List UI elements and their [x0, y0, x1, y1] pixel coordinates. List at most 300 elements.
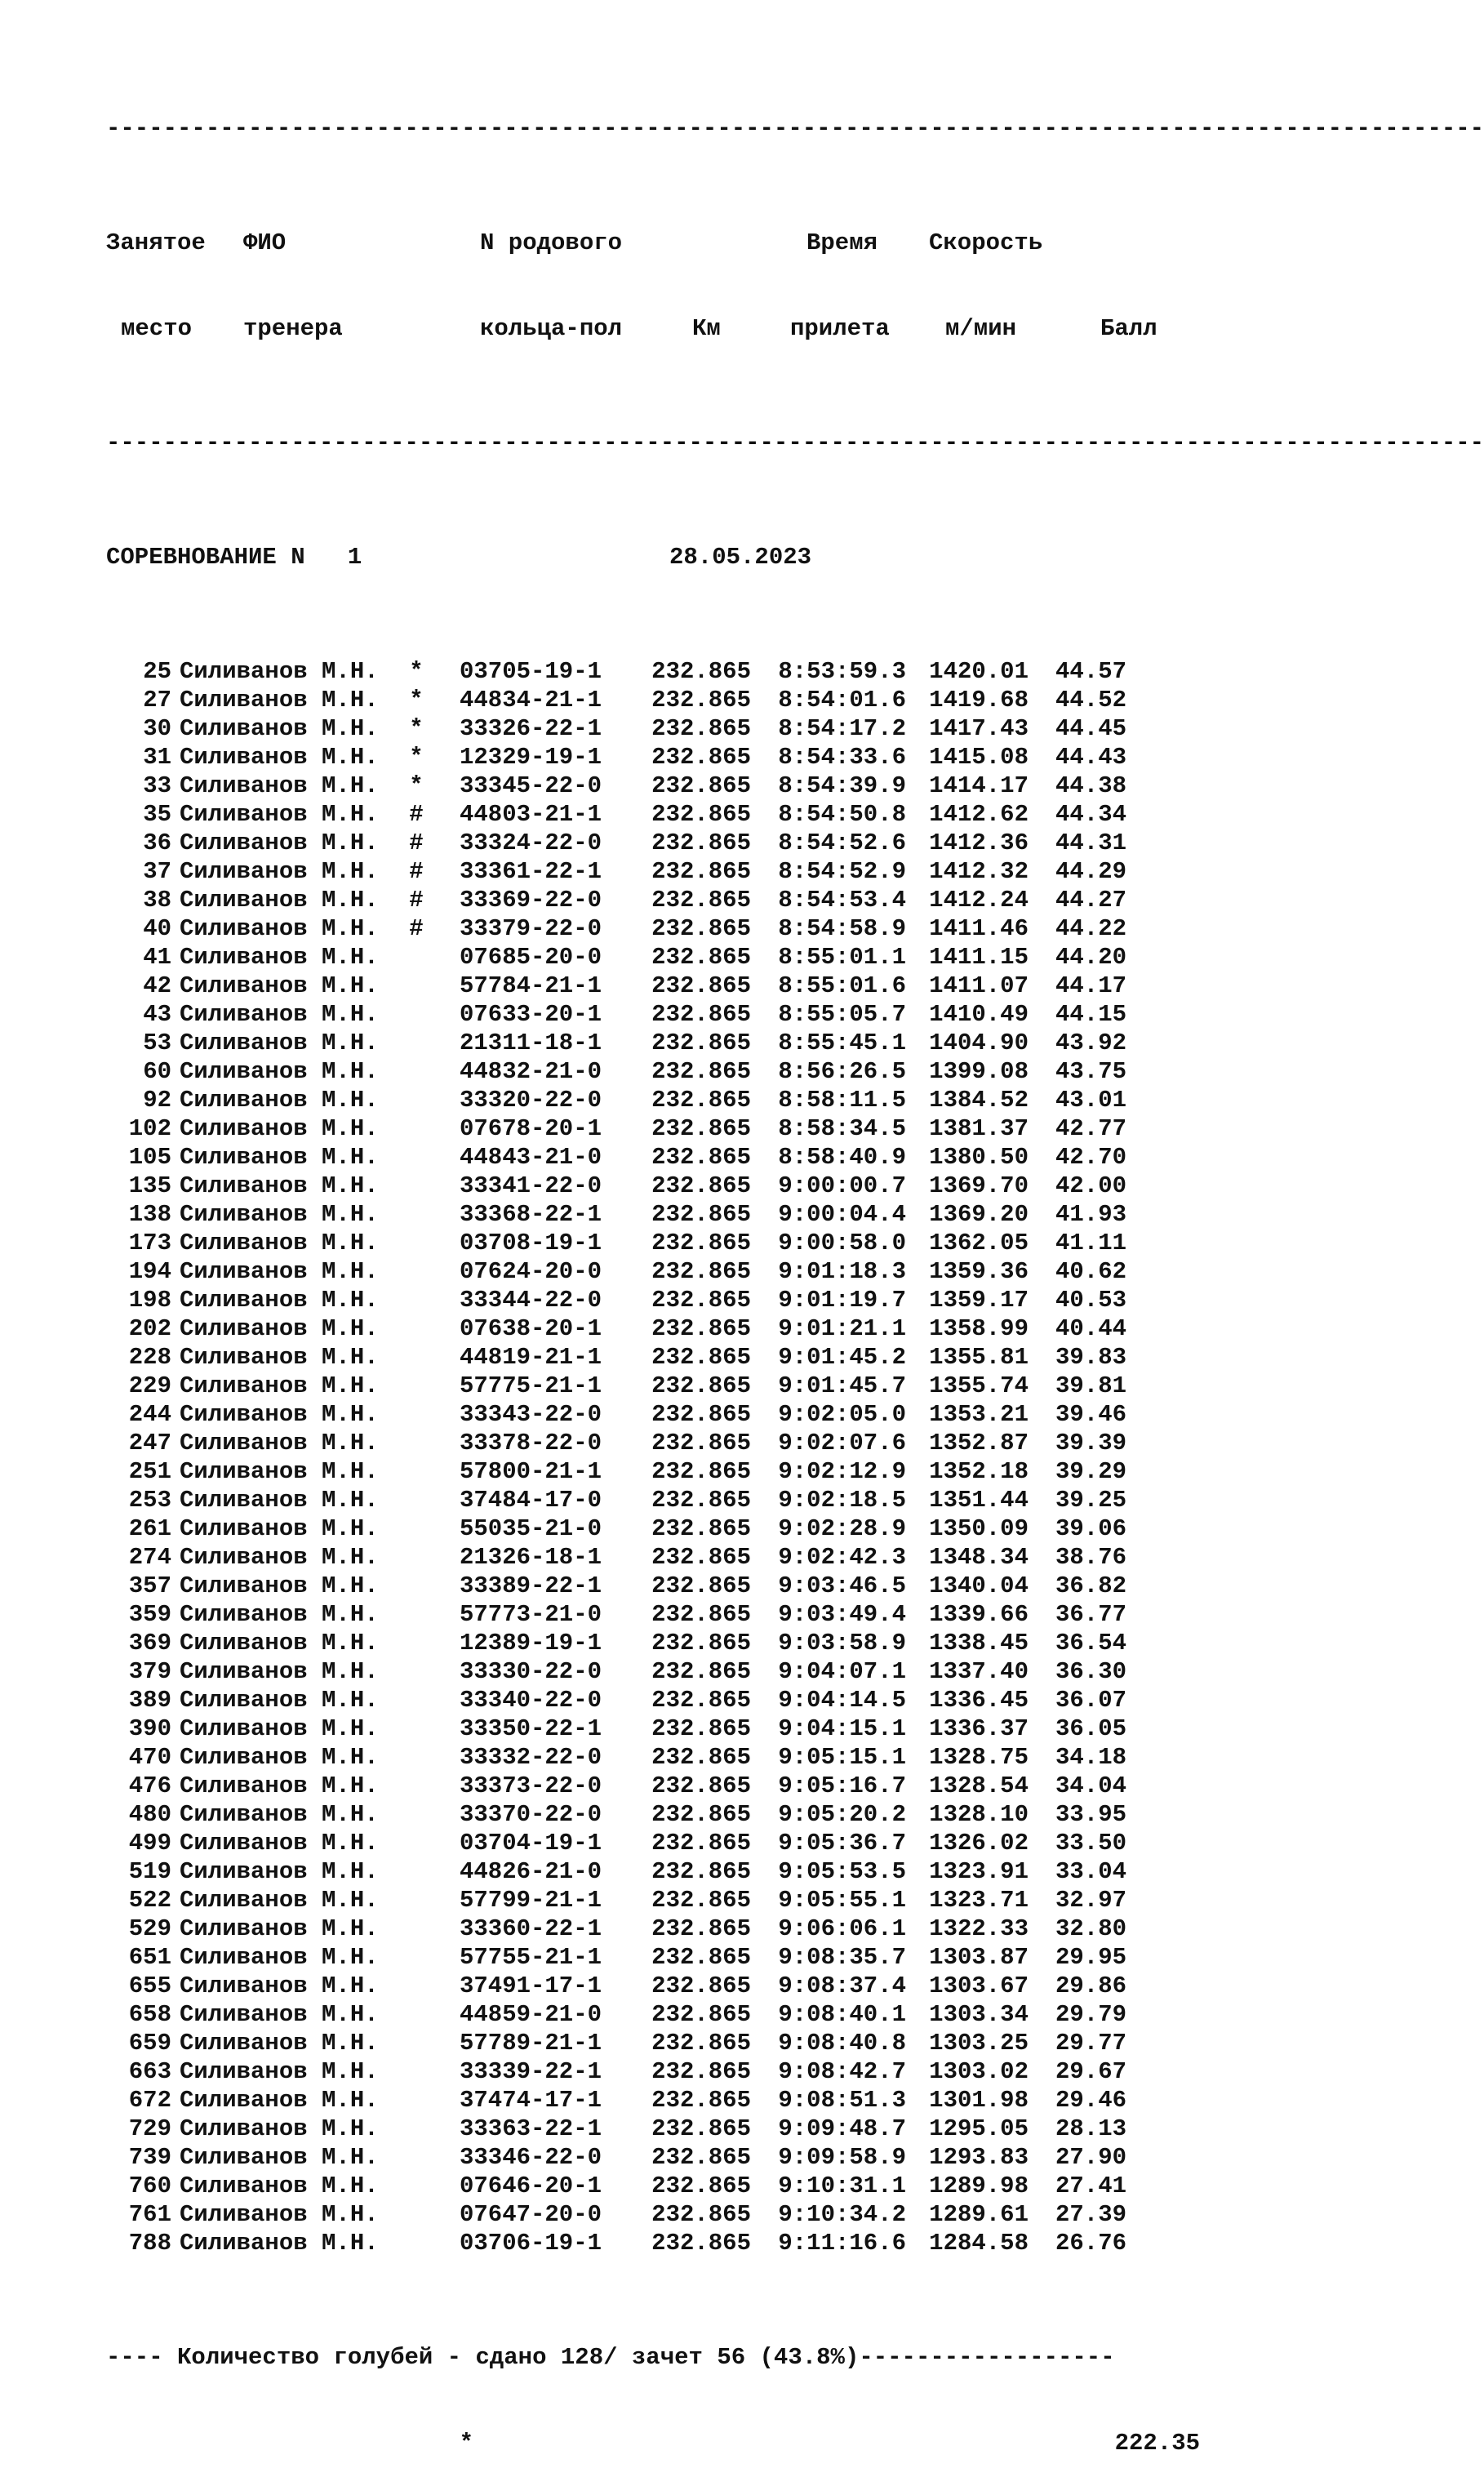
trainer-cell: Силиванов М.Н. [180, 658, 379, 685]
arrival-time-cell: 9:01:45.7 [778, 1372, 906, 1399]
speed-cell: 1411.07 [929, 972, 1029, 999]
distance-cell: 232.865 [651, 1601, 751, 1628]
header-row-2 [106, 314, 1200, 343]
speed-cell: 1355.81 [929, 1344, 1029, 1371]
mark-cell [392, 1857, 441, 1886]
speed-cell: 1303.25 [929, 2030, 1029, 2057]
mark-cell [392, 1200, 441, 1229]
trainer-cell: Силиванов М.Н. [180, 1401, 379, 1428]
trainer-cell: Силиванов М.Н. [180, 1458, 379, 1485]
ring-cell: 37484-17-0 [459, 1487, 602, 1514]
speed-cell: 1352.18 [929, 1458, 1029, 1485]
mark-cell [392, 2200, 441, 2229]
trainer-cell: Силиванов М.Н. [180, 858, 379, 885]
distance-cell: 232.865 [651, 1572, 751, 1599]
arrival-time-cell: 9:09:48.7 [778, 2115, 906, 2142]
speed-cell: 1412.62 [929, 801, 1029, 828]
header-fio: ФИО [243, 229, 287, 256]
ring-cell: 37474-17-1 [459, 2087, 602, 2114]
trainer-cell: Силиванов М.Н. [180, 1972, 379, 1999]
mark-cell [392, 1114, 441, 1143]
trainer-cell: Силиванов М.Н. [180, 1230, 379, 1256]
mark-cell: * [409, 658, 424, 685]
trainer-cell: Силиванов М.Н. [180, 1772, 379, 1799]
header-time: Время [806, 229, 878, 256]
score-cell: 42.70 [1055, 1144, 1126, 1171]
arrival-time-cell: 9:01:21.1 [778, 1315, 906, 1342]
mark-cell [392, 1886, 441, 1915]
place-cell: 480 [128, 1801, 171, 1828]
distance-cell: 232.865 [651, 1630, 751, 1657]
mark-cell [392, 1143, 441, 1172]
footer-summary: ---- Количество голубей - сдано 128/ зачет 56 (43.8%)------------------ [106, 2344, 1115, 2371]
distance-cell: 232.865 [651, 1115, 751, 1142]
place-cell: 499 [128, 1830, 171, 1857]
trainer-cell: Силиванов М.Н. [180, 801, 379, 828]
trainer-cell: Силиванов М.Н. [180, 1001, 379, 1028]
mark-cell [392, 1629, 441, 1657]
table-row [106, 1772, 1200, 1800]
mark-cell [392, 2000, 441, 2029]
score-cell: 36.07 [1055, 1687, 1126, 1714]
score-cell: 39.25 [1055, 1487, 1126, 1514]
ring-cell: 37491-17-1 [459, 1972, 602, 1999]
place-cell: 359 [128, 1601, 171, 1628]
place-cell: 655 [128, 1972, 171, 1999]
table-row [106, 686, 1200, 714]
trainer-cell: Силиванов М.Н. [180, 829, 379, 856]
score-cell: 28.13 [1055, 2115, 1126, 2142]
speed-cell: 1284.58 [929, 2230, 1029, 2257]
speed-cell: 1338.45 [929, 1630, 1029, 1657]
table-row [106, 1200, 1200, 1229]
trainer-cell: Силиванов М.Н. [180, 1658, 379, 1685]
score-cell: 36.77 [1055, 1601, 1126, 1628]
mark-cell: * [409, 772, 424, 799]
trainer-cell: Силиванов М.Н. [180, 887, 379, 914]
speed-cell: 1414.17 [929, 772, 1029, 799]
score-cell: 44.29 [1055, 858, 1126, 885]
table-row [106, 1800, 1200, 1829]
table-row [106, 1572, 1200, 1600]
arrival-time-cell: 8:58:34.5 [778, 1115, 906, 1142]
place-cell: 31 [143, 744, 171, 771]
ring-cell: 33330-22-0 [459, 1658, 602, 1685]
ring-cell: 33360-22-1 [459, 1915, 602, 1942]
ring-cell: 33343-22-0 [459, 1401, 602, 1428]
distance-cell: 232.865 [651, 2144, 751, 2171]
place-cell: 390 [128, 1715, 171, 1742]
place-cell: 529 [128, 1915, 171, 1942]
header-score-blank [1072, 229, 1170, 257]
distance-cell: 232.865 [651, 1201, 751, 1228]
speed-cell: 1410.49 [929, 1001, 1029, 1028]
arrival-time-cell: 8:55:01.1 [778, 944, 906, 971]
arrival-time-cell: 9:09:58.9 [778, 2144, 906, 2171]
distance-cell: 232.865 [651, 1544, 751, 1571]
place-cell: 41 [143, 944, 171, 971]
header-row-1 [106, 229, 1200, 257]
distance-cell: 232.865 [651, 1887, 751, 1914]
ring-cell: 33373-22-0 [459, 1772, 602, 1799]
speed-cell: 1355.74 [929, 1372, 1029, 1399]
mark-cell [392, 1514, 441, 1543]
speed-cell: 1350.09 [929, 1515, 1029, 1542]
table-row [106, 714, 1200, 743]
ring-cell: 33339-22-1 [459, 2058, 602, 2085]
arrival-time-cell: 9:00:58.0 [778, 1230, 906, 1256]
footer-totals [106, 2429, 1200, 2457]
trainer-cell: Силиванов М.Н. [180, 1630, 379, 1657]
distance-cell: 232.865 [651, 1915, 751, 1942]
arrival-time-cell: 9:08:40.8 [778, 2030, 906, 2057]
score-cell: 43.92 [1055, 1030, 1126, 1056]
header-ring-sex: кольца-пол [480, 315, 623, 342]
ring-cell: 03708-19-1 [459, 1230, 602, 1256]
table-row [106, 886, 1200, 914]
header-separator: ------------------------------------------------------------------------------------------------- [106, 429, 1484, 456]
score-cell: 26.76 [1055, 2230, 1126, 2257]
table-row [106, 743, 1200, 772]
trainer-cell: Силиванов М.Н. [180, 1687, 379, 1714]
arrival-time-cell: 9:03:46.5 [778, 1572, 906, 1599]
mark-cell [392, 1457, 441, 1486]
trainer-cell: Силиванов М.Н. [180, 1030, 379, 1056]
place-cell: 42 [143, 972, 171, 999]
table-row [106, 943, 1200, 972]
trainer-cell: Силиванов М.Н. [180, 1144, 379, 1171]
place-cell: 40 [143, 915, 171, 942]
table-row [106, 1600, 1200, 1629]
table-row [106, 1000, 1200, 1029]
trainer-cell: Силиванов М.Н. [180, 744, 379, 771]
distance-cell: 232.865 [651, 2001, 751, 2028]
place-cell: 760 [128, 2172, 171, 2199]
place-cell: 202 [128, 1315, 171, 1342]
trainer-cell: Силиванов М.Н. [180, 1344, 379, 1371]
arrival-time-cell: 9:02:07.6 [778, 1430, 906, 1456]
header-speed-unit: м/мин [945, 315, 1017, 342]
ring-cell: 57775-21-1 [459, 1372, 602, 1399]
distance-cell: 232.865 [651, 1658, 751, 1685]
distance-cell: 232.865 [651, 2030, 751, 2057]
speed-cell: 1336.45 [929, 1687, 1029, 1714]
arrival-time-cell: 9:04:07.1 [778, 1658, 906, 1685]
place-cell: 470 [128, 1744, 171, 1771]
score-cell: 36.82 [1055, 1572, 1126, 1599]
mark-cell [392, 1029, 441, 1057]
mark-cell [392, 1686, 441, 1714]
header-ring: N родового [480, 229, 623, 256]
arrival-time-cell: 9:04:15.1 [778, 1715, 906, 1742]
trainer-cell: Силиванов М.Н. [180, 1172, 379, 1199]
distance-cell: 232.865 [651, 1258, 751, 1285]
speed-cell: 1328.54 [929, 1772, 1029, 1799]
table-row [106, 1029, 1200, 1057]
arrival-time-cell: 9:10:34.2 [778, 2201, 906, 2228]
ring-cell: 33344-22-0 [459, 1287, 602, 1314]
ring-cell: 07678-20-1 [459, 1115, 602, 1142]
score-cell: 44.43 [1055, 744, 1126, 771]
ring-cell: 03705-19-1 [459, 658, 602, 685]
ring-cell: 33332-22-0 [459, 1744, 602, 1771]
score-cell: 36.05 [1055, 1715, 1126, 1742]
distance-cell: 232.865 [651, 1458, 751, 1485]
speed-cell: 1293.83 [929, 2144, 1029, 2171]
speed-cell: 1362.05 [929, 1230, 1029, 1256]
footer-total: 222.35 [1114, 2430, 1200, 2457]
speed-cell: 1328.10 [929, 1801, 1029, 1828]
score-cell: 34.18 [1055, 1744, 1126, 1771]
trainer-cell: Силиванов М.Н. [180, 715, 379, 742]
mark-cell: # [409, 887, 424, 914]
trainer-cell: Силиванов М.Н. [180, 1515, 379, 1542]
ring-cell: 07647-20-0 [459, 2201, 602, 2228]
distance-cell: 232.865 [651, 1287, 751, 1314]
speed-cell: 1303.67 [929, 1972, 1029, 1999]
table-row [106, 1686, 1200, 1714]
speed-cell: 1419.68 [929, 687, 1029, 714]
distance-cell: 232.865 [651, 1944, 751, 1971]
trainer-cell: Силиванов М.Н. [180, 1258, 379, 1285]
distance-cell: 232.865 [651, 1087, 751, 1114]
table-row [106, 1372, 1200, 1400]
arrival-time-cell: 9:06:06.1 [778, 1915, 906, 1942]
trainer-cell: Силиванов М.Н. [180, 944, 379, 971]
arrival-time-cell: 9:03:49.4 [778, 1601, 906, 1628]
table-row [106, 1857, 1200, 1886]
table-row [106, 1543, 1200, 1572]
arrival-time-cell: 9:02:12.9 [778, 1458, 906, 1485]
speed-cell: 1359.36 [929, 1258, 1029, 1285]
trainer-cell: Силиванов М.Н. [180, 2087, 379, 2114]
table-row [106, 1086, 1200, 1114]
speed-cell: 1412.32 [929, 858, 1029, 885]
score-cell: 27.41 [1055, 2172, 1126, 2199]
trainer-cell: Силиванов М.Н. [180, 1915, 379, 1942]
ring-cell: 33369-22-0 [459, 887, 602, 914]
place-cell: 173 [128, 1230, 171, 1256]
ring-cell: 44832-21-0 [459, 1058, 602, 1085]
arrival-time-cell: 9:01:45.2 [778, 1344, 906, 1371]
place-cell: 30 [143, 715, 171, 742]
trainer-cell: Силиванов М.Н. [180, 1744, 379, 1771]
score-cell: 29.86 [1055, 1972, 1126, 1999]
distance-cell: 232.865 [651, 1344, 751, 1371]
ring-cell: 57773-21-0 [459, 1601, 602, 1628]
speed-cell: 1352.87 [929, 1430, 1029, 1456]
place-cell: 53 [143, 1030, 171, 1056]
speed-cell: 1353.21 [929, 1401, 1029, 1428]
distance-cell: 232.865 [651, 887, 751, 914]
arrival-time-cell: 9:05:15.1 [778, 1744, 906, 1771]
trainer-cell: Силиванов М.Н. [180, 1544, 379, 1571]
arrival-time-cell: 9:08:37.4 [778, 1972, 906, 1999]
mark-cell [392, 1086, 441, 1114]
mark-cell [392, 2115, 441, 2143]
mark-cell [392, 972, 441, 1000]
mark-cell [392, 1286, 441, 1314]
mark-cell [392, 1943, 441, 1972]
arrival-time-cell: 8:55:05.7 [778, 1001, 906, 1028]
table-row [106, 657, 1200, 686]
mark-cell [392, 1829, 441, 1857]
table-row [106, 2172, 1200, 2200]
table-row [106, 1400, 1200, 1429]
distance-cell: 232.865 [651, 1687, 751, 1714]
score-cell: 39.81 [1055, 1372, 1126, 1399]
table-row [106, 1829, 1200, 1857]
score-cell: 44.57 [1055, 658, 1126, 685]
arrival-time-cell: 9:08:42.7 [778, 2058, 906, 2085]
distance-cell: 232.865 [651, 1744, 751, 1771]
table-row [106, 1514, 1200, 1543]
distance-cell: 232.865 [651, 1401, 751, 1428]
speed-cell: 1412.24 [929, 887, 1029, 914]
ring-cell: 07638-20-1 [459, 1315, 602, 1342]
score-cell: 39.46 [1055, 1401, 1126, 1428]
mark-cell [392, 1486, 441, 1514]
ring-cell: 33389-22-1 [459, 1572, 602, 1599]
arrival-time-cell: 9:05:20.2 [778, 1801, 906, 1828]
distance-cell: 232.865 [651, 1001, 751, 1028]
speed-cell: 1415.08 [929, 744, 1029, 771]
arrival-time-cell: 8:54:39.9 [778, 772, 906, 799]
ring-cell: 07633-20-1 [459, 1001, 602, 1028]
trainer-cell: Силиванов М.Н. [180, 772, 379, 799]
speed-cell: 1289.98 [929, 2172, 1029, 2199]
speed-cell: 1399.08 [929, 1058, 1029, 1085]
mark-cell [392, 2143, 441, 2172]
ring-cell: 55035-21-0 [459, 1515, 602, 1542]
ring-cell: 44859-21-0 [459, 2001, 602, 2028]
table-row [106, 972, 1200, 1000]
place-cell: 261 [128, 1515, 171, 1542]
mark-cell: * [409, 744, 424, 771]
header-place: место [121, 315, 193, 342]
place-cell: 35 [143, 801, 171, 828]
trainer-cell: Силиванов М.Н. [180, 2030, 379, 2057]
speed-cell: 1323.71 [929, 1887, 1029, 1914]
place-cell: 389 [128, 1687, 171, 1714]
trainer-cell: Силиванов М.Н. [180, 1487, 379, 1514]
mark-cell [392, 1429, 441, 1457]
trainer-cell: Силиванов М.Н. [180, 1830, 379, 1857]
arrival-time-cell: 8:54:52.9 [778, 858, 906, 885]
arrival-time-cell: 8:54:17.2 [778, 715, 906, 742]
header-km: Км [692, 315, 721, 342]
competition-line [106, 543, 1200, 571]
arrival-time-cell: 8:54:01.6 [778, 687, 906, 714]
results-table [106, 657, 1200, 2257]
score-cell: 40.44 [1055, 1315, 1126, 1342]
score-cell: 36.54 [1055, 1630, 1126, 1657]
table-row [106, 2229, 1200, 2257]
competition-label: СОРЕВНОВАНИЕ N [106, 544, 305, 571]
arrival-time-cell: 9:02:42.3 [778, 1544, 906, 1571]
arrival-time-cell: 9:08:40.1 [778, 2001, 906, 2028]
ring-cell: 44834-21-1 [459, 687, 602, 714]
place-cell: 138 [128, 1201, 171, 1228]
ring-cell: 44826-21-0 [459, 1858, 602, 1885]
score-cell: 44.52 [1055, 687, 1126, 714]
place-cell: 105 [128, 1144, 171, 1171]
speed-cell: 1303.02 [929, 2058, 1029, 2085]
score-cell: 27.39 [1055, 2201, 1126, 2228]
trainer-cell: Силиванов М.Н. [180, 2230, 379, 2257]
mark-cell [392, 1229, 441, 1257]
trainer-cell: Силиванов М.Н. [180, 1944, 379, 1971]
speed-cell: 1295.05 [929, 2115, 1029, 2142]
place-cell: 247 [128, 1430, 171, 1456]
distance-cell: 232.865 [651, 1715, 751, 1742]
distance-cell: 232.865 [651, 744, 751, 771]
ring-cell: 12329-19-1 [459, 744, 602, 771]
mark-cell [392, 1543, 441, 1572]
trainer-cell: Силиванов М.Н. [180, 2172, 379, 2199]
trainer-cell: Силиванов М.Н. [180, 1115, 379, 1142]
trainer-cell: Силиванов М.Н. [180, 1058, 379, 1085]
mark-cell: # [409, 801, 424, 828]
mark-cell [392, 1972, 441, 2000]
arrival-time-cell: 9:01:19.7 [778, 1287, 906, 1314]
distance-cell: 232.865 [651, 687, 751, 714]
mark-cell [392, 1314, 441, 1343]
trainer-cell: Силиванов М.Н. [180, 1572, 379, 1599]
score-cell: 41.93 [1055, 1201, 1126, 1228]
speed-cell: 1303.34 [929, 2001, 1029, 2028]
mark-cell: * [409, 715, 424, 742]
score-cell: 29.79 [1055, 2001, 1126, 2028]
table-row [106, 1972, 1200, 2000]
mark-cell [392, 2172, 441, 2200]
ring-cell: 33345-22-0 [459, 772, 602, 799]
place-cell: 38 [143, 887, 171, 914]
table-row [106, 1714, 1200, 1743]
distance-cell: 232.865 [651, 972, 751, 999]
table-row [106, 1915, 1200, 1943]
ring-cell: 33340-22-0 [459, 1687, 602, 1714]
place-cell: 729 [128, 2115, 171, 2142]
mark-cell [392, 1057, 441, 1086]
table-row [106, 1057, 1200, 1086]
arrival-time-cell: 9:03:58.9 [778, 1630, 906, 1657]
mark-cell [392, 1400, 441, 1429]
arrival-time-cell: 8:54:50.8 [778, 801, 906, 828]
arrival-time-cell: 8:56:26.5 [778, 1058, 906, 1085]
place-cell: 379 [128, 1658, 171, 1685]
table-row [106, 1229, 1200, 1257]
score-cell: 29.46 [1055, 2087, 1126, 2114]
score-cell: 32.97 [1055, 1887, 1126, 1914]
distance-cell: 232.865 [651, 1801, 751, 1828]
place-cell: 244 [128, 1401, 171, 1428]
mark-cell [392, 943, 441, 972]
speed-cell: 1369.20 [929, 1201, 1029, 1228]
speed-cell: 1336.37 [929, 1715, 1029, 1742]
ring-cell: 33324-22-0 [459, 829, 602, 856]
table-row [106, 1257, 1200, 1286]
ring-cell: 33378-22-0 [459, 1430, 602, 1456]
table-row [106, 1629, 1200, 1657]
distance-cell: 232.865 [651, 1315, 751, 1342]
place-cell: 253 [128, 1487, 171, 1514]
arrival-time-cell: 8:58:11.5 [778, 1087, 906, 1114]
table-row [106, 1657, 1200, 1686]
distance-cell: 232.865 [651, 1172, 751, 1199]
arrival-time-cell: 8:53:59.3 [778, 658, 906, 685]
ring-cell: 57789-21-1 [459, 2030, 602, 2057]
